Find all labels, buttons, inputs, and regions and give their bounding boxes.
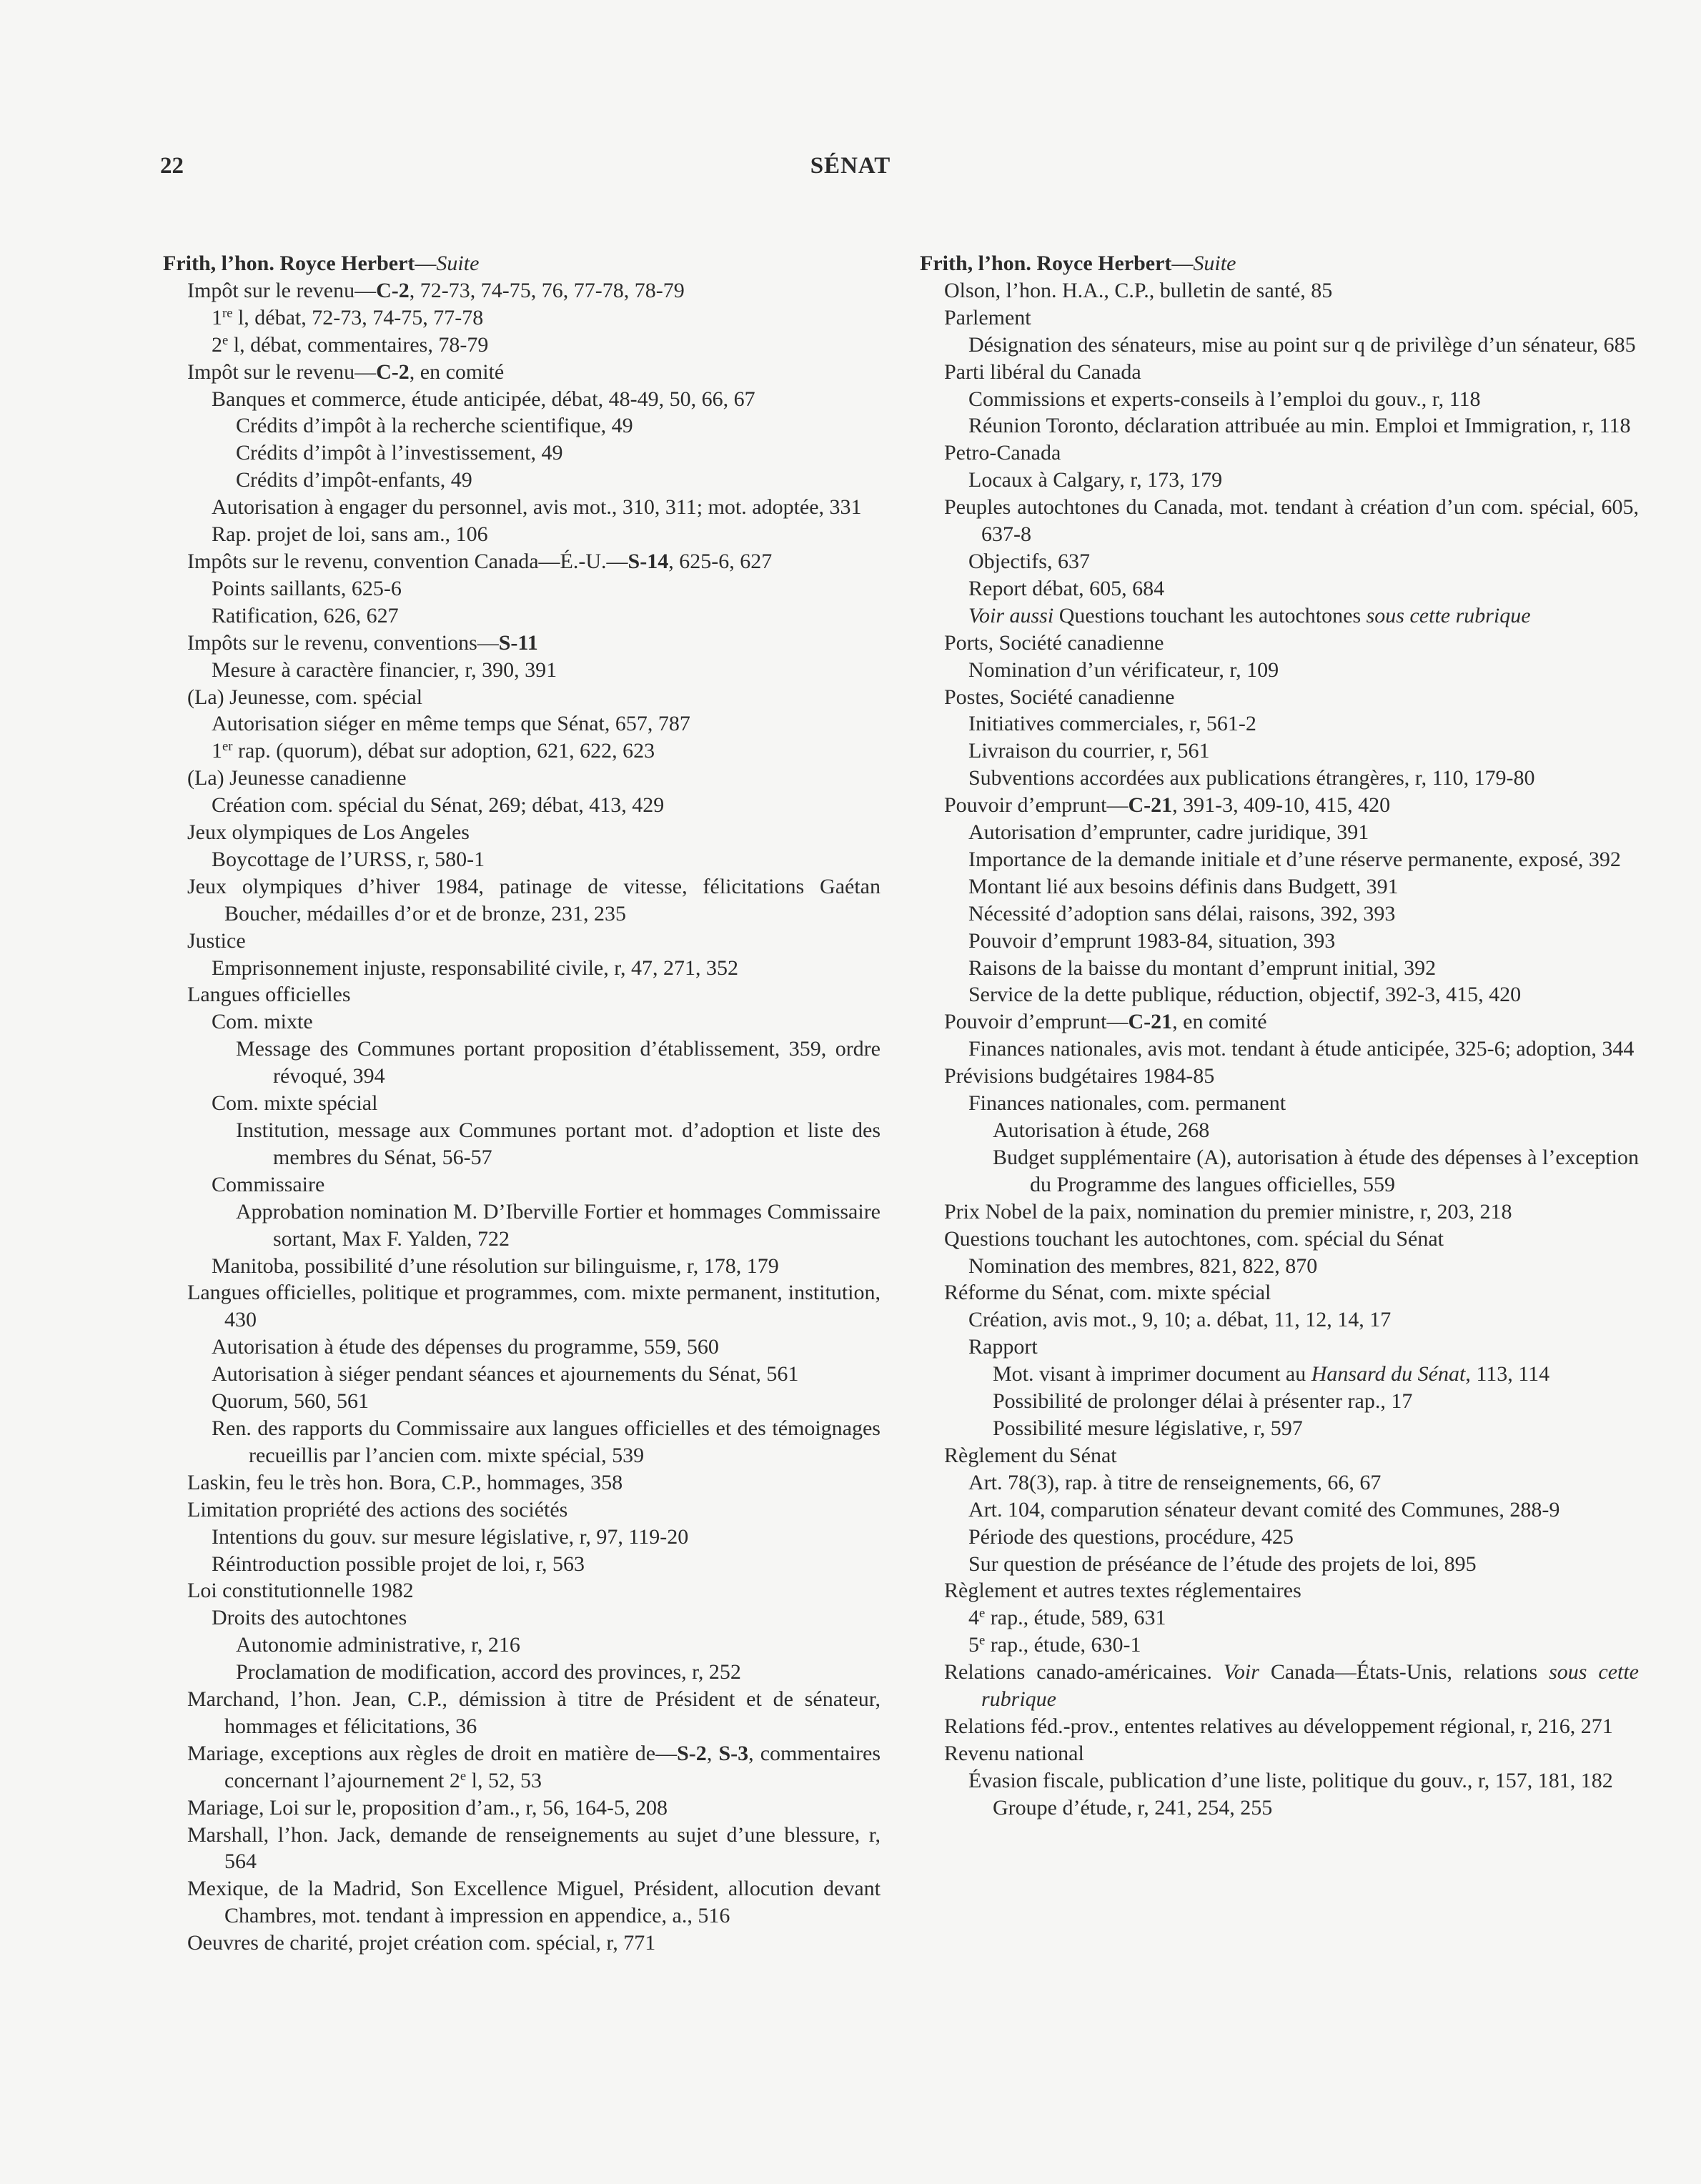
index-entry: Pouvoir d’emprunt—C-21, en comité: [944, 1010, 1267, 1034]
index-entry: Locaux à Calgary, r, 173, 179: [968, 468, 1223, 492]
index-entry: 4e rap., étude, 589, 631: [968, 1606, 1166, 1630]
index-entry: Rap. projet de loi, sans am., 106: [212, 522, 488, 547]
index-entry: Peuples autochtones du Canada, mot. tendant à création d’un com. spécial, 605, 637-8: [944, 495, 1639, 547]
index-entry: Olson, l’hon. H.A., C.P., bulletin de santé, 85: [944, 278, 1333, 302]
index-entry: Laskin, feu le très hon. Bora, C.P., hommages, 358: [187, 1470, 623, 1494]
running-head: SÉNAT: [810, 153, 891, 179]
index-entry: Réforme du Sénat, com. mixte spécial: [944, 1281, 1271, 1305]
index-entry: Nomination des membres, 821, 822, 870: [968, 1254, 1318, 1278]
index-entry: Langues officielles: [187, 983, 351, 1007]
page-header: [0, 153, 1701, 189]
index-entry: Période des questions, procédure, 425: [968, 1524, 1294, 1549]
index-entry: Subventions accordées aux publications étrangères, r, 110, 179-80: [968, 766, 1535, 790]
index-entry: Crédits d’impôt à l’investissement, 49: [236, 441, 563, 465]
index-entry: Création, avis mot., 9, 10; a. débat, 11, 12, 14, 17: [968, 1308, 1392, 1332]
index-entry: Art. 78(3), rap. à titre de renseignements, 66, 67: [968, 1470, 1382, 1494]
index-entry: Parlement: [944, 305, 1031, 329]
index-entry: Autorisation à engager du personnel, avis mot., 310, 311; mot. adoptée, 331: [212, 495, 862, 520]
index-entry: Ren. des rapports du Commissaire aux langues officielles et des témoignages recueillis par l’ancien com. mixte spécial, 539: [212, 1416, 881, 1467]
index-entry: Com. mixte spécial: [212, 1091, 378, 1116]
index-entry: Points saillants, 625-6: [212, 576, 402, 600]
index-entry: Droits des autochtones: [212, 1606, 407, 1630]
index-entry: (La) Jeunesse, com. spécial: [187, 685, 423, 709]
index-entry: Livraison du courrier, r, 561: [968, 739, 1210, 763]
index-entry: Relations féd.-prov., ententes relatives au développement régional, r, 216, 271: [944, 1714, 1613, 1738]
index-entry: Autorisation d’emprunter, cadre juridique, 391: [968, 820, 1369, 845]
index-entry: Commissaire: [212, 1172, 325, 1196]
index-entry: Réunion Toronto, déclaration attribuée au min. Emploi et Immigration, r, 118: [968, 414, 1631, 438]
index-entry: Mesure à caractère financier, r, 390, 391: [212, 657, 557, 682]
index-entry: Petro-Canada: [944, 441, 1061, 465]
index-entry: Langues officielles, politique et programmes, com. mixte permanent, institution, 430: [187, 1281, 881, 1332]
index-entry: Mexique, de la Madrid, Son Excellence Miguel, Président, allocution devant Chambres, mot. tendant à impression en appendice, a., 516: [187, 1877, 881, 1928]
index-entry: Justice: [187, 928, 246, 953]
index-heading: Frith, l’hon. Royce Herbert—Suite: [920, 252, 1236, 275]
index-entry: Boycottage de l’URSS, r, 580-1: [212, 847, 485, 871]
index-entry: Désignation des sénateurs, mise au point sur q de privilège d’un sénateur, 685: [968, 332, 1636, 357]
index-entry: Questions touchant les autochtones, com. spécial du Sénat: [944, 1226, 1444, 1251]
index-entry: Prix Nobel de la paix, nomination du premier ministre, r, 203, 218: [944, 1199, 1512, 1223]
index-entry: Message des Communes portant proposition d’établissement, 359, ordre révoqué, 394: [236, 1037, 881, 1088]
index-entry: Mot. visant à imprimer document au Hansard du Sénat, 113, 114: [993, 1362, 1550, 1386]
index-entry: Raisons de la baisse du montant d’emprunt initial, 392: [968, 955, 1437, 980]
index-entry: Revenu national: [944, 1741, 1084, 1765]
index-entry: Marchand, l’hon. Jean, C.P., démission à titre de Président et de sénateur, hommages et félicitations, 36: [187, 1687, 881, 1738]
index-entry: Com. mixte: [212, 1010, 313, 1034]
index-entry: Impôt sur le revenu—C-2, en comité: [187, 359, 505, 384]
index-entry: Finances nationales, avis mot. tendant à étude anticipée, 325-6; adoption, 344: [968, 1037, 1635, 1061]
index-entry: Règlement du Sénat: [944, 1443, 1117, 1467]
index-entry: Nécessité d’adoption sans délai, raisons, 392, 393: [968, 901, 1396, 925]
index-entry: Approbation nomination M. D’Iberville Fortier et hommages Commissaire sortant, Max F. Yalden, 722: [236, 1199, 881, 1251]
index-heading: Frith, l’hon. Royce Herbert—Suite: [163, 252, 480, 275]
index-entry: 1re l, débat, 72-73, 74-75, 77-78: [212, 305, 484, 329]
index-entry: Impôts sur le revenu, convention Canada—É.-U.—S-14, 625-6, 627: [187, 549, 773, 573]
index-entry: Impôts sur le revenu, conventions—S-11: [187, 630, 538, 655]
index-entry: Manitoba, possibilité d’une résolution sur bilinguisme, r, 178, 179: [212, 1254, 779, 1278]
index-entry: Autonomie administrative, r, 216: [236, 1633, 520, 1657]
index-entry: Prévisions budgétaires 1984-85: [944, 1064, 1215, 1088]
index-entry: Impôt sur le revenu—C-2, 72-73, 74-75, 76, 77-78, 78-79: [187, 278, 685, 302]
index-entry: Possibilité mesure législative, r, 597: [993, 1416, 1303, 1440]
index-entry: Marshall, l’hon. Jack, demande de renseignements au sujet d’une blessure, r, 564: [187, 1822, 881, 1874]
index-entry: Importance de la demande initiale et d’une réserve permanente, exposé, 392: [968, 847, 1621, 871]
index-entry: (La) Jeunesse canadienne: [187, 766, 407, 790]
index-entry: Budget supplémentaire (A), autorisation à étude des dépenses à l’exception du Programme des langues officielles, 559: [993, 1145, 1639, 1196]
index-entry: Oeuvres de charité, projet création com. spécial, r, 771: [187, 1931, 656, 1955]
index-column-left: [163, 250, 881, 1957]
index-entry: Emprisonnement injuste, responsabilité civile, r, 47, 271, 352: [212, 955, 739, 980]
index-entry: Loi constitutionnelle 1982: [187, 1579, 414, 1603]
page-number: 22: [160, 153, 184, 179]
index-entry: Règlement et autres textes réglementaires: [944, 1579, 1301, 1603]
index-entry: Nomination d’un vérificateur, r, 109: [968, 657, 1279, 682]
index-entry: Intentions du gouv. sur mesure législative, r, 97, 119-20: [212, 1524, 689, 1549]
index-entry: Pouvoir d’emprunt 1983-84, situation, 393: [968, 928, 1336, 953]
index-entry: Autorisation siéger en même temps que Sénat, 657, 787: [212, 712, 690, 736]
index-entry: Service de la dette publique, réduction, objectif, 392-3, 415, 420: [968, 983, 1522, 1007]
index-entry: Initiatives commerciales, r, 561-2: [968, 712, 1256, 736]
index-entry: Parti libéral du Canada: [944, 359, 1141, 384]
index-entry: Ports, Société canadienne: [944, 630, 1164, 655]
index-entry: Montant lié aux besoins définis dans Budgett, 391: [968, 874, 1399, 898]
index-entry: Groupe d’étude, r, 241, 254, 255: [993, 1795, 1273, 1820]
index-entry: Report débat, 605, 684: [968, 576, 1165, 600]
index-entry: Jeux olympiques de Los Angeles: [187, 820, 470, 845]
index-entry: Banques et commerce, étude anticipée, débat, 48-49, 50, 66, 67: [212, 387, 755, 411]
index-entry: Crédits d’impôt à la recherche scientifique, 49: [236, 414, 633, 438]
index-entry: 1er rap. (quorum), débat sur adoption, 621, 622, 623: [212, 739, 655, 763]
index-entry: Autorisation à étude, 268: [993, 1118, 1210, 1142]
index-entry: Objectifs, 637: [968, 549, 1090, 573]
index-entry: Possibilité de prolonger délai à présenter rap., 17: [993, 1389, 1413, 1414]
index-entry: Sur question de préséance de l’étude des projets de loi, 895: [968, 1552, 1477, 1576]
index-entry: Rapport: [968, 1335, 1038, 1359]
index-entry: Création com. spécial du Sénat, 269; débat, 413, 429: [212, 793, 665, 818]
index-entry: Relations canado-américaines. Voir Canada—États-Unis, relations sous cette rubrique: [944, 1660, 1639, 1712]
index-column-right: [920, 250, 1639, 1822]
index-entry: Voir aussi Questions touchant les autochtones sous cette rubrique: [968, 603, 1531, 627]
index-entry: Proclamation de modification, accord des provinces, r, 252: [236, 1660, 741, 1684]
index-entry: Finances nationales, com. permanent: [968, 1091, 1286, 1116]
index-entry: Évasion fiscale, publication d’une liste, politique du gouv., r, 157, 181, 182: [968, 1768, 1613, 1792]
index-entry: Quorum, 560, 561: [212, 1389, 369, 1414]
index-entry: 5e rap., étude, 630-1: [968, 1633, 1141, 1657]
index-entry: Commissions et experts-conseils à l’emploi du gouv., r, 118: [968, 387, 1481, 411]
index-entry: Mariage, Loi sur le, proposition d’am., r, 56, 164-5, 208: [187, 1795, 668, 1820]
index-entry: Art. 104, comparution sénateur devant comité des Communes, 288-9: [968, 1497, 1560, 1522]
index-entry: Pouvoir d’emprunt—C-21, 391-3, 409-10, 415, 420: [944, 793, 1391, 818]
index-entry: Jeux olympiques d’hiver 1984, patinage de vitesse, félicitations Gaétan Boucher, médailles d’or et de bronze, 231, 235: [187, 874, 881, 925]
index-entry: Crédits d’impôt-enfants, 49: [236, 468, 472, 492]
index-entry: Limitation propriété des actions des sociétés: [187, 1497, 568, 1522]
index-entry: Postes, Société canadienne: [944, 685, 1175, 709]
index-entry: Réintroduction possible projet de loi, r, 563: [212, 1552, 585, 1576]
index-entry: Autorisation à étude des dépenses du programme, 559, 560: [212, 1335, 719, 1359]
index-entry: Autorisation à siéger pendant séances et ajournements du Sénat, 561: [212, 1362, 799, 1386]
index-entry: Institution, message aux Communes portant mot. d’adoption et liste des membres du Sénat, 56-57: [236, 1118, 881, 1169]
index-entry: Ratification, 626, 627: [212, 603, 399, 627]
index-entry: 2e l, débat, commentaires, 78-79: [212, 332, 489, 357]
index-entry: Mariage, exceptions aux règles de droit en matière de—S-2, S-3, commentaires concernant l’ajournement 2e l, 52, 53: [187, 1741, 881, 1792]
